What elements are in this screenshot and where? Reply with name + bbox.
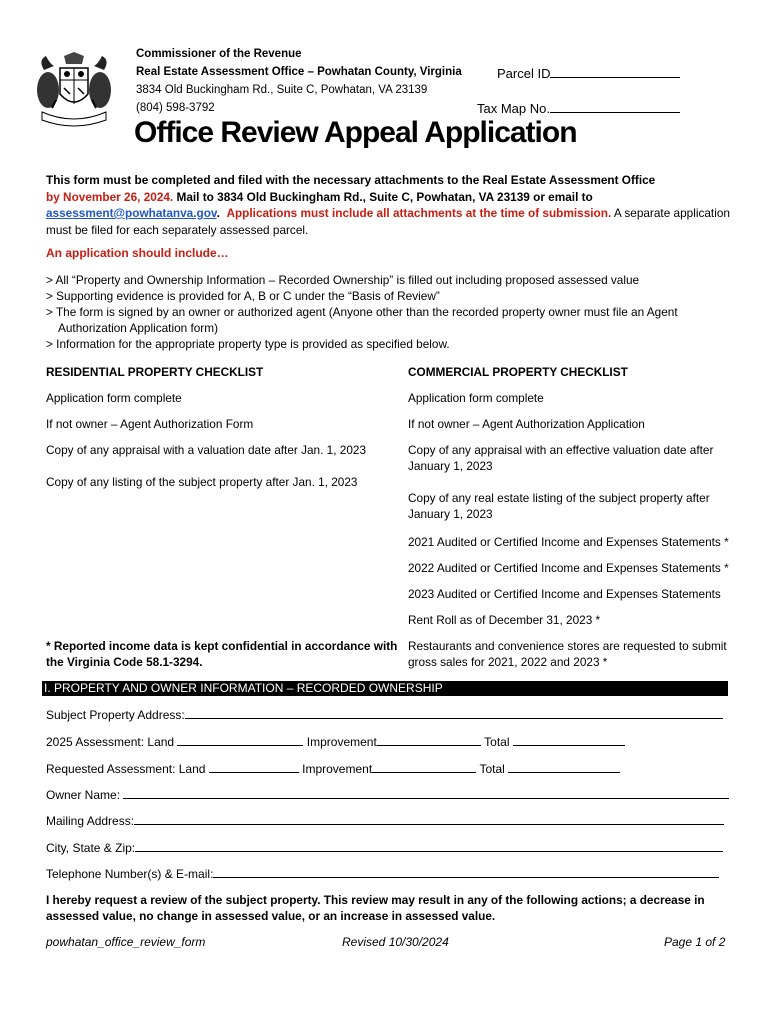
- commercial-checklist-heading: COMMERCIAL PROPERTY CHECKLIST: [408, 365, 628, 379]
- bullet-item: > Supporting evidence is provided for A, B or C under the “Basis of Review”: [46, 289, 440, 303]
- tax-map-label: Tax Map No.: [477, 101, 550, 116]
- footer-page-number: Page 1 of 2: [664, 935, 726, 949]
- footer-revised: Revised 10/30/2024: [342, 935, 449, 949]
- header-phone: (804) 598-3792: [136, 102, 215, 114]
- county-seal-icon: [34, 50, 114, 132]
- parcel-id-field[interactable]: [497, 65, 680, 81]
- bullet-item: > Information for the appropriate property type is provided as specified below.: [46, 337, 450, 351]
- owner-name-field[interactable]: Owner Name:: [46, 787, 729, 802]
- header-address: 3834 Old Buckingham Rd., Suite C, Powhatan, VA 23139: [136, 84, 428, 96]
- bullet-item: > The form is signed by an owner or authorized agent (Anyone other than the recorded property owner must file an Agent: [46, 305, 678, 319]
- page-title: Office Review Appeal Application: [134, 116, 577, 149]
- residential-checklist-heading: RESIDENTIAL PROPERTY CHECKLIST: [46, 365, 264, 379]
- header-office-name: Real Estate Assessment Office – Powhatan County, Virginia: [136, 66, 462, 78]
- subject-address-field[interactable]: Subject Property Address:: [46, 707, 723, 722]
- should-include-heading: An application should include…: [46, 246, 229, 260]
- commercial-item: Copy of any appraisal with an effective valuation date after January 1, 2023: [408, 443, 714, 473]
- commercial-item: 2023 Audited or Certified Income and Expenses Statements: [408, 587, 721, 601]
- confidential-note: * Reported income data is kept confidential in accordance with the Virginia Code 58.1-3294.: [46, 639, 398, 669]
- assessment-2025-fields[interactable]: 2025 Assessment: Land Improvement Total: [46, 734, 625, 749]
- telephone-email-field[interactable]: Telephone Number(s) & E-mail:: [46, 866, 719, 881]
- section-1-heading: I. PROPERTY AND OWNER INFORMATION – RECORDED OWNERSHIP: [42, 681, 728, 696]
- commercial-item: 2021 Audited or Certified Income and Expenses Statements *: [408, 535, 729, 549]
- footer-form-name: powhatan_office_review_form: [46, 935, 206, 949]
- commercial-item: If not owner – Agent Authorization Application: [408, 417, 645, 431]
- tax-map-field[interactable]: [477, 100, 680, 116]
- parcel-id-label: Parcel ID: [497, 66, 551, 81]
- city-state-zip-field[interactable]: City, State & Zip:: [46, 840, 723, 855]
- commercial-item: Rent Roll as of December 31, 2023 *: [408, 613, 601, 627]
- residential-item: If not owner – Agent Authorization Form: [46, 417, 254, 431]
- bullet-item: > All “Property and Ownership Information – Recorded Ownership” is filled out including proposed assessed value: [46, 273, 640, 287]
- restaurant-note: Restaurants and convenience stores are requested to submit gross sales for 2021, 2022 and 2023 *: [408, 639, 727, 669]
- requested-assessment-fields[interactable]: Requested Assessment: Land Improvement Total: [46, 761, 620, 776]
- commercial-item: 2022 Audited or Certified Income and Expenses Statements *: [408, 561, 729, 575]
- email-link[interactable]: assessment@powhatanva.gov: [46, 206, 217, 220]
- commercial-item: Copy of any real estate listing of the subject property after January 1, 2023: [408, 491, 710, 521]
- residential-item: Copy of any listing of the subject property after Jan. 1, 2023: [46, 475, 358, 489]
- review-request-statement: I hereby request a review of the subject property. This review may result in any of the following actions; a decrease in assessed value, no change in assessed value, or an increase in assessed value.: [46, 893, 705, 923]
- bullet-item: Authorization Application form): [58, 321, 218, 335]
- header-office: Commissioner of the Revenue: [136, 48, 302, 60]
- residential-item: Application form complete: [46, 391, 182, 405]
- mailing-address-field[interactable]: Mailing Address:: [46, 813, 724, 828]
- residential-item: Copy of any appraisal with a valuation date after Jan. 1, 2023: [46, 443, 367, 457]
- commercial-item: Application form complete: [408, 391, 544, 405]
- intro-paragraph: This form must be completed and filed with the necessary attachments to the Real Estate Assessment Office by November 26, 2024. Mail to 3834 Old Buckingham Rd., Suite C, Powhatan, VA 23139 or email to assessment@powhatanva.gov. Applications must include all attachments at the time of submission. A separate application must be filed for each separately assessed parcel.: [46, 173, 730, 237]
